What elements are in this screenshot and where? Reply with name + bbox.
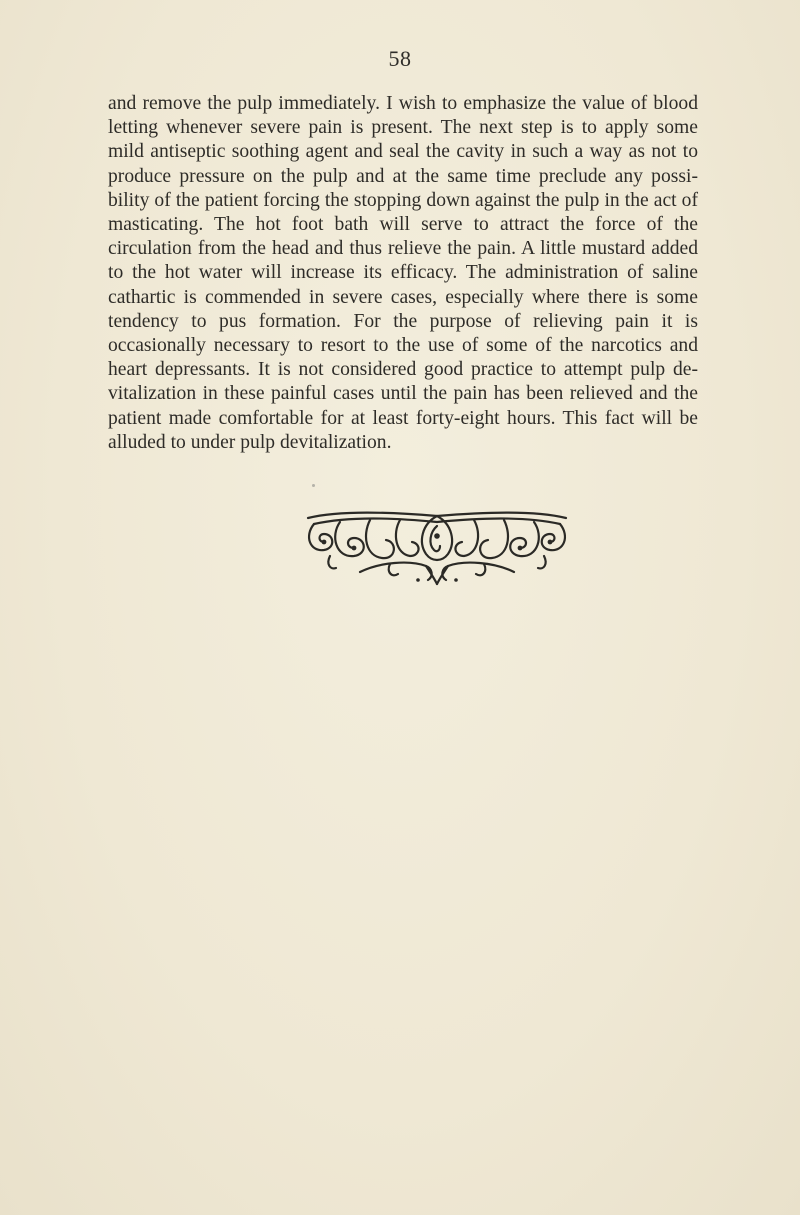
body-paragraph: and remove the pulp immediately. I wish to emphasize the value of blood letting whenever severe pain is present. The next step is to apply some mild antiseptic soothing agent and seal the cavity in such a way as not to produce pressure on the pulp and at the same time preclude any possi- bility of the patient forcing the stopping down against the pulp in the act of masticating. The hot foot bath will serve to attract the force of the circulation from the head and thus relieve the pain. A little mustard added to the hot water will increase its efficacy. The administration of saline cathartic is commended in severe cases, especially where there is some tendency to pus formation. For the purpose of relieving pain it is occasionally necessary to resort to the use of some of the narcotics and heart depressants. It is not considered good practice to attempt pulp de- vitalization in these painful cases until the pain has been relieved and the patient made comfortable for at least forty-eight hours. This fact will be alluded to under pulp devitalization. — [108, 93, 698, 453]
print-speck — [312, 484, 315, 487]
page-number: 58 — [388, 46, 412, 71]
floral-scroll-ornament-icon — [300, 506, 574, 586]
